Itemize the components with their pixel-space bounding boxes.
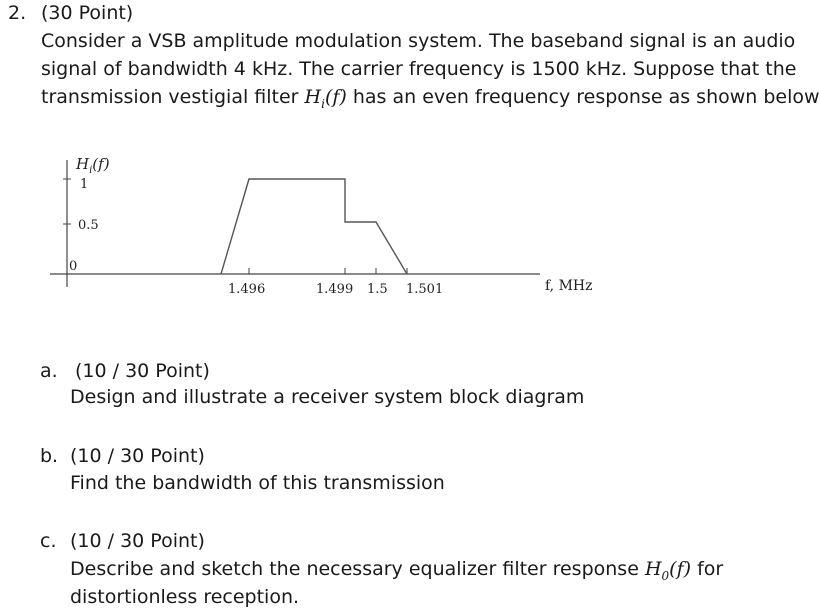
x-tick-1-501: 1.501 xyxy=(406,282,444,297)
x-axis-label: f, MHz xyxy=(545,278,593,294)
question-line-1: Consider a VSB amplitude modulation system. The baseband signal is an audio xyxy=(41,30,796,52)
equalizer-symbol: $H_0(f)$ xyxy=(644,558,692,583)
question-number: 2. xyxy=(8,2,27,24)
y-tick-0-5: 0.5 xyxy=(78,218,99,233)
part-c-points: (10 / 30 Point) xyxy=(70,530,205,552)
part-a-points: (10 / 30 Point) xyxy=(75,360,210,382)
part-c-text-2: distortionless reception. xyxy=(70,586,300,608)
question-line-3 xyxy=(41,86,820,111)
part-c-text-1: Describe and sketch the necessary equalizer filter response xyxy=(70,558,639,580)
question-line-2: signal of bandwidth 4 kHz. The carrier frequency is 1500 kHz. Suppose that the xyxy=(41,58,797,80)
part-c-text xyxy=(70,558,723,583)
x-tick-1-5: 1.5 xyxy=(367,282,388,297)
filter-symbol: $H_i(f)$ xyxy=(304,86,347,111)
part-c-letter: c. xyxy=(40,530,57,552)
part-b-points: (10 / 30 Point) xyxy=(70,445,205,467)
part-a-text: Design and illustrate a receiver system block diagram xyxy=(70,386,585,408)
question-points: (30 Point) xyxy=(41,2,134,24)
x-tick-1-496: 1.496 xyxy=(228,282,266,297)
y-axis-label: $H_i(f)$ xyxy=(76,155,110,176)
part-a-letter: a. xyxy=(40,360,58,382)
part-b-letter: b. xyxy=(40,445,59,467)
question-line-3-rest: has an even frequency response as shown below xyxy=(352,86,820,108)
y-tick-0: 0 xyxy=(69,259,78,274)
y-tick-1: 1 xyxy=(80,177,89,192)
question-line-3-text: transmission vestigial filter xyxy=(41,86,299,108)
part-c-text-after: for xyxy=(697,558,724,580)
part-b-text: Find the bandwidth of this transmission xyxy=(70,472,445,494)
x-tick-1-499: 1.499 xyxy=(316,282,354,297)
response-curve xyxy=(221,179,407,274)
